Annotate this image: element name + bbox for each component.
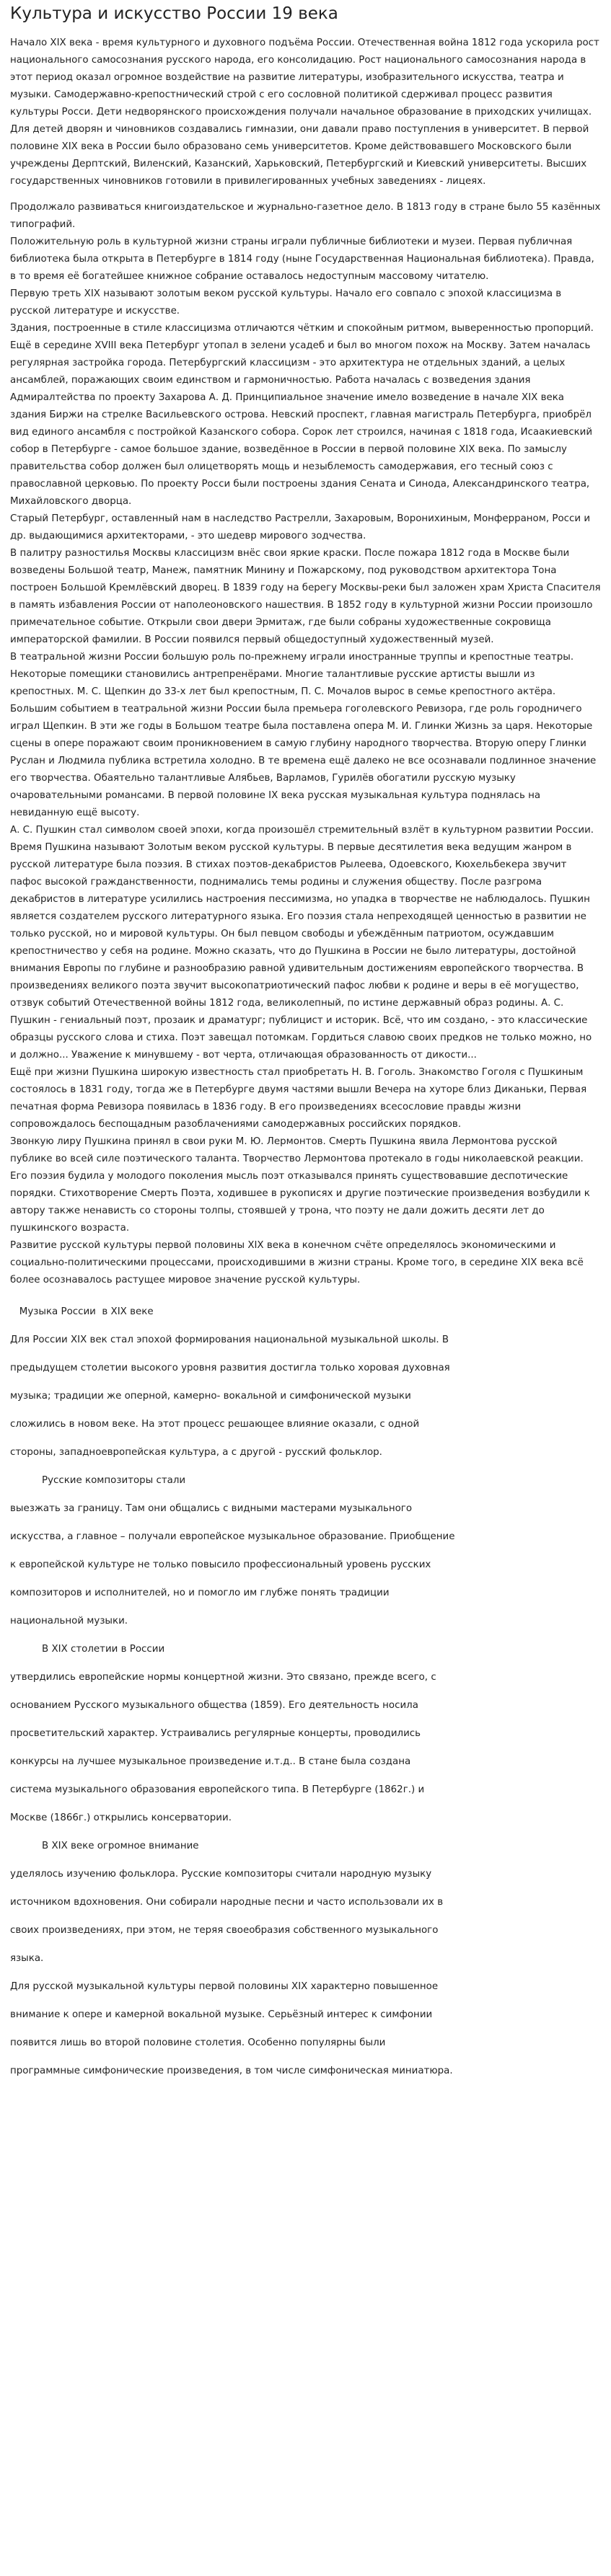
music-paragraph-5	[10, 1973, 601, 2085]
main-section	[10, 199, 601, 1289]
music-paragraph-3	[10, 1663, 601, 1832]
intro-section	[10, 35, 601, 190]
text-line: утвердились европейские нормы концертной жизни. Это связано, прежде всего, с	[10, 1672, 436, 1683]
text-line: национальной музыки.	[10, 1616, 128, 1626]
text-line: конкурсы на лучшее музыкальное произведение и.т.д.. В стане была создана	[10, 1756, 411, 1767]
page-title: Культура и искусство России 19 века	[10, 4, 338, 23]
text-line: сложились в новом веке. На этот процесс решающее влияние оказали, с одной	[10, 1419, 420, 1430]
text-line: стороны, западноевропейская культура, а с другой - русский фольклор.	[10, 1447, 382, 1458]
paragraph-lermontov: Звонкую лиру Пушкина принял в свои руки М. Ю. Лермонтов. Смерть Пушкина явила Лермонтова русской публике во всей силе поэтического таланта. Творчество Лермонтова протекало в годы николаевской реакции. Его поэзия будила у молодого поколения мысль поэт отказывался принять существовавшие деспотические порядки. Стихотворение Смерть Поэта, ходившее в рукописях и другие поэтические произведения возбудили к автору также ненависть со стороны толпы, стоявшей у трона, что поэту не дали дожить десяти лет до пушкинского возраста.	[10, 1136, 590, 1234]
text-line: программные симфонические произведения, в том числе симфоническая миниатюра.	[10, 2066, 453, 2076]
music-paragraph-2	[10, 1495, 601, 1635]
paragraph-pushkin: А. С. Пушкин стал символом своей эпохи, когда произошёл стремительный взлёт в культурном развитии России. Время Пушкина называют Золотым веком русской культуры. В первые десятилетия века ведущим жанром в русской литературе была поэзия. В стихах поэтов-декабристов Рылеева, Одоевского, Кюхельбекера звучит пафос высокой гражданственности, поднимались темы родины и служения обществу. После разгрома декабристов в литературе усилились настроения пессимизма, но упадка в творчестве не наблюдалось. Пушкин является создателем русского литературного языка. Его поэзия стала непреходящей ценностью в развитии не только русской, но и мировой культуры. Он был певцом свободы и убеждённым патриотом, осуждавшим крепостничество у себя на родине. Можно сказать, что до Пушкина в России не было литературы, достойной внимания Европы по глубине и разнообразию равной удивительным достижениям европейского творчества. В произведениях великого поэта звучит высокопатриотический пафос любви к родине и веры в её могущество, отзвук событий Отечественной войны 1812 года, великолепный, по истине державный образ родины. А. С. Пушкин - гениальный поэт, прозаик и драматург; публицист и историк. Всё, что им создано, - это классические образцы русского слова и стиха. Поэт завещал потомкам. Гордиться славою своих предков не только можно, но и должно... Уважение к минувшему - вот черта, отличающая образованность от дикости...	[10, 825, 594, 1061]
text-line: Для России XIX век стал эпохой формирования национальной музыкальной школы. В	[10, 1335, 449, 1345]
music-heading: Музыка России в XIX веке	[10, 1306, 154, 1317]
text-line: музыка; традиции же оперной, камерно- вокальной и симфонической музыки	[10, 1391, 411, 1402]
text-line: появится лишь во второй половине столетия. Особенно популярны были	[10, 2037, 386, 2048]
music-paragraph-1	[10, 1326, 601, 1466]
music-paragraph-4	[10, 1860, 601, 1973]
text-line: система музыкального образования европейского типа. В Петербурге (1862г.) и	[10, 1784, 425, 1795]
text-line: Москве (1866г.) открылись консерватории.	[10, 1813, 232, 1823]
text-line: к европейской культуре не только повысило профессиональный уровень русских	[10, 1559, 431, 1570]
text-line: источником вдохновения. Они собирали народные песни и часто использовали их в	[10, 1897, 444, 1908]
intro-paragraph: Начало XIX века - время культурного и духовного подъёма России. Отечественная война 1812 года ускорила рост национального самосознания русского народа, его консолидацию. Рост национального самосознания народа в этот период оказал огромное воздействие на развитие литературы, изобразительного искусства, театра и музыки. Самодержавно-крепостнический строй с его сословной политикой сдерживал процесс развития культуры Росси. Дети недворянского происхождения получали начальное образование в приходских училищах. Для детей дворян и чиновников создавались гимназии, они давали право поступления в университет. В первой половине XIX века в России было образовано семь университетов. Кроме действовавшего Московского были учреждены Дерптский, Виленский, Казанский, Харьковский, Петербургский и Киевский университеты. Высших государственных чиновников готовили в привилегированных учебных заведениях - лицеях.	[10, 37, 599, 187]
text-line: предыдущем столетии высокого уровня развития достигла только хоровая духовная	[10, 1363, 450, 1373]
paragraph-architecture: Здания, построенные в стиле классицизма отличаются чётким и спокойным ритмом, выверенностью пропорций. Ещё в середине XVIII века Петербург утопал в зелени усадеб и был во многом похож на Москву. Затем началась регулярная застройка города. Петербургский классицизм - это архитектура не отдельных зданий, а целых ансамблей, поражающих своим единством и гармоничностью. Работа началась с возведения здания Адмиралтейства по проекту Захарова А. Д. Принципиальное значение имело возведение в начале XIX века здания Биржи на стрелке Васильевского острова. Невский проспект, главная магистраль Петербурга, приобрёл вид единого ансамбля с постройкой Казанского собора. Сорок лет строился, начиная с 1818 года, Исаакиевский собор в Петербурге - самое большое здание, возведённое в России в первой половине XIX века. По замыслу правительства собор должен был олицетворять мощь и незыблемость самодержавия, его тесный союз с православной церковью. По проекту Росси были построены здания Сената и Синода, Александринского театра, Михайловского дворца.	[10, 323, 594, 507]
text-line: языка.	[10, 1953, 44, 1964]
paragraph-old-petersburg: Старый Петербург, оставленный нам в наследство Растрелли, Захаровым, Воронихиным, Монферраном, Росси и др. выдающимися архитекторами, - это шедевр мирового зодчества.	[10, 513, 591, 541]
paragraph-libraries: Положительную роль в культурной жизни страны играли публичные библиотеки и музеи. Первая публичная библиотека была открыта в Петербурге в 1814 году (ныне Государственная Национальная библиотека). Правда, в то время её богатейшее книжное собрание оставалось недоступным массовому читателю.	[10, 236, 594, 282]
text-line: уделялось изучению фольклора. Русские композиторы считали народную музыку	[10, 1869, 432, 1880]
paragraph-moscow: В палитру разностилья Москвы классицизм внёс свои яркие краски. После пожара 1812 года в Москве были возведены Большой театр, Манеж, памятник Минину и Пожарскому, под руководством архитектора Тона построен Большой Кремлёвский дворец. В 1839 году на берегу Москвы-реки был заложен храм Христа Спасителя в память избавления России от наполеоновского нашествия. В 1852 году в культурной жизни России произошло примечательное событие. Открыли свои двери Эрмитаж, где были собраны художественные сокровища императорской фамилии. В России появился первый общедоступный художественный музей.	[10, 548, 601, 645]
music-section	[10, 1298, 601, 2085]
paragraph-gogol: Ещё при жизни Пушкина широкую известность стал приобретать Н. В. Гоголь. Знакомство Гоголя с Пушкиным состоялось в 1831 году, тогда же в Петербурге двумя частями вышли Вечера на хуторе близ Диканьки, Первая печатная форма Ревизора появилась в 1836 году. В его произведениях всесословие правды жизни сопровождалось беспощадным разоблачениями самодержавных российских порядков.	[10, 1067, 587, 1130]
text-line: основанием Русского музыкального общества (1859). Его деятельность носила	[10, 1700, 418, 1711]
text-line: своих произведениях, при этом, не теряя своеобразия собственного музыкального	[10, 1925, 439, 1936]
paragraph-theatre: В театральной жизни России большую роль по-прежнему играли иностранные труппы и крепостные театры. Некоторые помещики становились антрепренёрами. Многие талантливые русские артисты вышли из крепостных. М. С. Щепкин до 33-х лет был крепостным, П. С. Мочалов вырос в семье крепостного актёра. Большим событием в театральной жизни России была премьера гоголевского Ревизора, где роль городничего играл Щепкин. В эти же годы в Большом театре была поставлена опера М. И. Глинки Жизнь за царя. Некоторые сцены в опере поражают своим проникновением в самую глубину народного творчества. Вторую оперу Глинки Руслан и Людмила публика встретила холодно. В те времена ещё далеко не все осознавали подлинное значение его творчества. Обаятельно талантливые Алябьев, Варламов, Гурилёв обогатили русскую музыку очаровательными романсами. В первой половине IX века русская музыкальная культура поднялась на невиданную ещё высоту.	[10, 652, 597, 818]
text-line: выезжать за границу. Там они общались с видными мастерами музыкального	[10, 1503, 413, 1514]
composers-heading: Русские композиторы стали	[42, 1475, 186, 1486]
text-line: Для русской музыкальной культуры первой половины XIX характерно повышенное	[10, 1981, 439, 1992]
text-line: внимание к опере и камерной вокальной музыке. Серьёзный интерес к симфонии	[10, 2009, 433, 2020]
folklore-heading: В XIX веке огромное внимание	[42, 1841, 199, 1851]
text-line: искусства, а главное – получали европейское музыкальное образование. Приобщение	[10, 1531, 455, 1542]
century-heading: В XIX столетии в России	[42, 1644, 165, 1655]
paragraph-conclusion: Развитие русской культуры первой половины XIX века в конечном счёте определялось экономическими и социально-политическими процессами, происходившими в жизни страны. Кроме того, в середине XIX века всё более осознавалось растущее мировое значение русской культуры.	[10, 1240, 584, 1285]
text-line: просветительский характер. Устраивались регулярные концерты, проводились	[10, 1728, 421, 1739]
paragraph-printing: Продолжало развиваться книгоиздательское и журнально-газетное дело. В 1813 году в стране было 55 казённых типографий.	[10, 202, 601, 230]
text-line: композиторов и исполнителей, но и помогло им глубже понять традиции	[10, 1588, 390, 1598]
paragraph-golden-age: Первую треть XIX называют золотым веком русской культуры. Начало его совпало с эпохой классицизма в русской литературе и искусстве.	[10, 288, 562, 317]
